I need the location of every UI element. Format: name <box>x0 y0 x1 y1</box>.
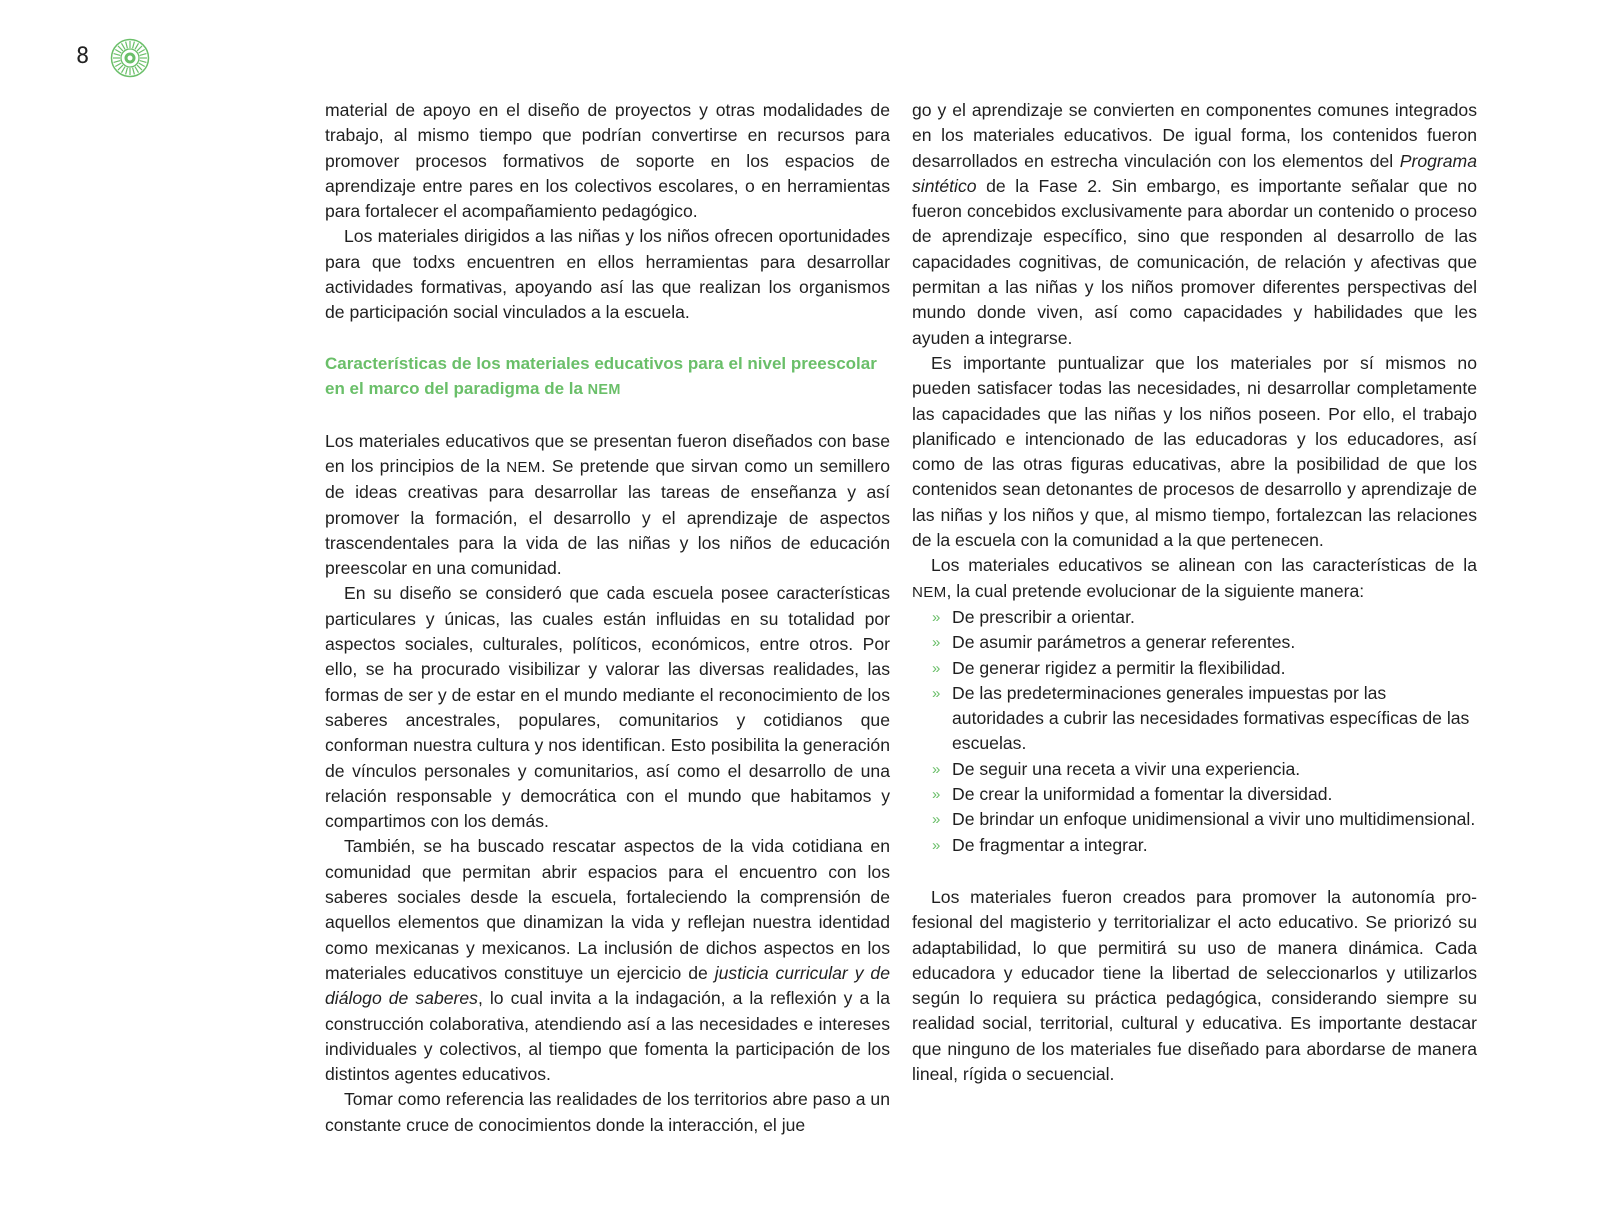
section-heading <box>325 351 890 404</box>
list-item-text: De fragmentar a integrar. <box>952 834 1148 855</box>
section-heading-nem: NEM <box>587 382 621 399</box>
list-item <box>932 757 1477 782</box>
bullet-icon: » <box>932 659 941 677</box>
paragraph-text: , la cual pretende evolucionar de la siguiente manera: <box>946 580 1365 601</box>
bullet-icon: » <box>932 608 941 626</box>
page-number: 8 <box>76 44 90 69</box>
bullet-icon: » <box>932 634 941 652</box>
list-item <box>932 807 1477 832</box>
paragraph-text: Los materiales educativos que se presentan fueron diseñados con base en los principios de la <box>325 430 890 476</box>
paragraph: material de apoyo en el diseño de proyectos y otras modalidades de trabajo, al mismo tiempo que podrían convertirse en recursos para promover procesos formativos de soporte en los espacios de aprendizaje entre pares en los colectivos escolares, o en herramientas para fortalecer el acompañamiento pedagógico. <box>325 100 890 222</box>
list-item <box>932 605 1477 630</box>
paragraph-text: Los materiales educativos se alinean con las características de la <box>931 555 1477 576</box>
spacer <box>912 858 1477 885</box>
bullet-icon: » <box>932 811 941 829</box>
paragraph: En su diseño se consideró que cada escuela posee características particulares y únicas, las cuales están influidas en su totalidad por aspectos sociales, culturales, políticos, económicos, entre otros. Por ello, se ha procurado visibilizar y valorar las diversas realidades, las formas de ser y de estar en el mundo mediante el reconocimiento de los saberes ancestrales, populares, comunitarios y cotidianos que conforman nuestra cultura y nos identifican. Esto posibilita la generación de vínculos personales y comunitarios, así como el desarrollo de una relación responsable y democrática con el mundo que habitamos y compartimos con los demás. <box>325 583 890 832</box>
bullet-icon: » <box>932 760 941 778</box>
paragraph: Es importante puntualizar que los materiales por sí mismos no pueden satisfacer todas las necesidades, ni desarrollar completamente las capacidades que las niñas y los niños poseen. Por ello, el trabajo planificado e intencionado de las educadoras y los educadores, así como de las otras figuras educativas, abre la posibilidad de que los contenidos sean detonantes de procesos de desarrollo y aprendizaje de las niñas y los niños y que, al mismo tiempo, fortalezcan las relaciones de la escuela con la comunidad a la que pertenecen. <box>912 352 1477 551</box>
paragraph-text: . Se pretende que sirvan como un semillero de ideas creativas para desarrollar las tareas de enseñanza y así promover la formación, el desarrollo y el aprendizaje de aspectos trascendentales para la vida de las niñas y los niños de educación preescolar en una comunidad. <box>325 455 890 579</box>
paragraph <box>325 429 890 582</box>
list-item <box>932 681 1477 757</box>
paragraph <box>325 834 890 1087</box>
paragraph: Tomar como referencia las realidades de los territorios abre paso a un constante cruce de conocimientos donde la interacción, el jue <box>325 1089 890 1135</box>
list-item-text: De asumir parámetros a generar referentes. <box>952 632 1296 653</box>
paragraph-text: de la Fase 2. Sin embargo, es importante señalar que no fueron concebidos exclusivamente para abordar un contenido o proceso de aprendizaje específico, sino que responden al desarrollo de las capacidades cognitivas, de comunicación, de relación y afectivas que permitan a las niñas y los niños promover diferentes perspectivas del mundo donde viven, así como capacidades y habilidades que les ayuden a integrarse. <box>912 175 1477 348</box>
paragraph: Los materiales fueron creados para promover la autonomía profesional del magisterio y territorializar el acto educativo. Se priorizó su adaptabilidad, lo que permitirá su uso de manera dinámica. Cada educadora y educador tiene la libertad de seleccionarlos y utilizarlos según lo requiera su práctica pedagógica, considerando siempre su realidad social, territorial, cultural y educativa. Es importante destacar que ninguno de los materiales fue diseñado para abordarse de manera lineal, rígida o secuencial. <box>912 886 1477 1084</box>
bullet-icon: » <box>932 786 941 804</box>
paragraph <box>912 553 1477 605</box>
list-item <box>932 833 1477 858</box>
paragraph: Los materiales dirigidos a las niñas y los niños ofrecen oportunidades para que todxs encuentren en ellos herramientas para desarrollar actividades formativas, apoyando así las que realizan los organismos de participación social vinculados a la escuela. <box>325 226 890 323</box>
bullet-icon: » <box>932 684 941 702</box>
paragraph-text: , lo cual invita a la indagación, a la reflexión y a la construcción colaborativa, atendiendo así a las necesidades e intereses individuales y colectivos, al tiempo que fomenta la participación de los distintos agentes educativos. <box>325 988 890 1085</box>
nem-acronym: NEM <box>506 458 541 476</box>
list-item-text: De prescribir a orientar. <box>952 606 1135 627</box>
list-item-text: De seguir una receta a vivir una experiencia. <box>952 758 1301 779</box>
mandala-logo-icon <box>110 38 150 78</box>
list-item-text: De las predeterminaciones generales impuestas por las autoridades a cubrir las necesidades formativas específicas de las escuelas. <box>952 682 1470 754</box>
list-item-text: De crear la uniformidad a fomentar la diversidad. <box>952 784 1333 805</box>
list-item-text: De generar rigidez a permitir la flexibilidad. <box>952 657 1286 678</box>
paragraph-text: También, se ha buscado rescatar aspectos de la vida cotidiana en comunidad que permitan abrir espacios para el encuentro con los saberes sociales desde la escuela, fortaleciendo la comprensión de aquellos elementos que dinamizan la vida y reflejan nuestra identidad como mexicanas y mexicanos. La inclusión de dichos aspectos en los materiales educativos constituye un ejercicio de <box>325 836 890 983</box>
left-column <box>325 98 890 1138</box>
paragraph-text: go y el aprendizaje se convierten en componentes comunes integrados en los materiales educativos. De igual forma, los contenidos fueron desarrollados en estrecha vinculación con los elementos del <box>912 100 1477 171</box>
list-item <box>932 782 1477 807</box>
bullet-icon: » <box>932 836 941 854</box>
right-column <box>912 98 1477 1087</box>
list-item-text: De brindar un enfoque unidimensional a vivir uno multidimensional. <box>952 809 1476 830</box>
transitions-list <box>912 605 1477 858</box>
paragraph <box>912 98 1477 351</box>
section-heading-text: Características de los materiales educativos para el nivel preescolar en el marco del paradigma de la <box>325 353 877 399</box>
nem-acronym: NEM <box>912 583 947 601</box>
list-item <box>932 630 1477 655</box>
emphasis-text: justicia curricular y de diálogo de saberes <box>325 962 890 1009</box>
list-item <box>932 656 1477 681</box>
emphasis-text: Programa sintético <box>912 150 1477 196</box>
